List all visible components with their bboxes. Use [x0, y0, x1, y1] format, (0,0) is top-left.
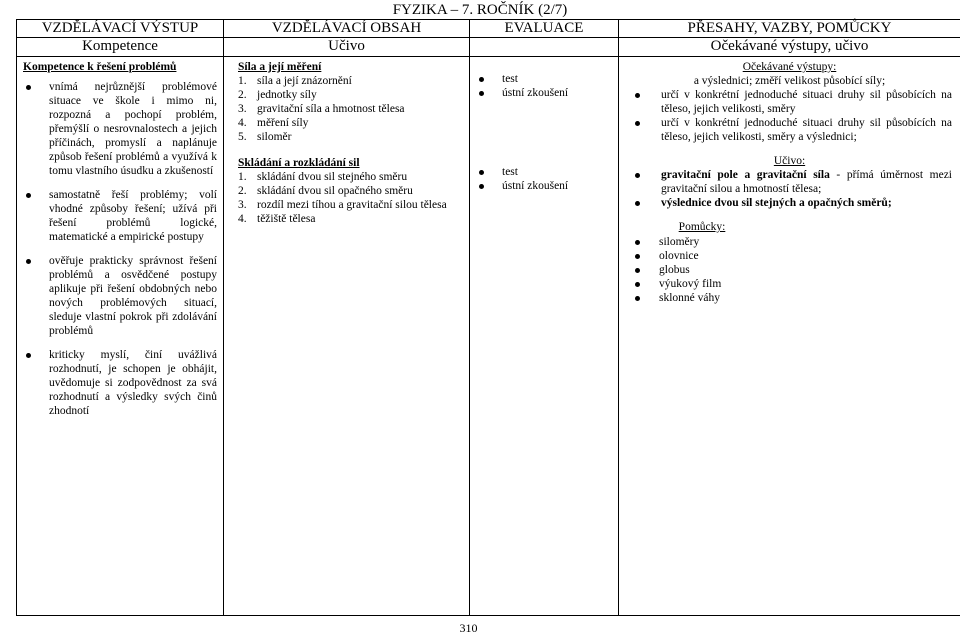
header-empty: [470, 38, 619, 57]
list-item: 4. měření síly: [238, 117, 309, 129]
competence-list: [23, 80, 217, 418]
section-list-skladani: [238, 170, 463, 226]
list-item: 1. skládání dvou sil stejného směru: [238, 171, 408, 183]
section-heading-sila: Síla a její měření: [238, 61, 322, 73]
list-item: výukový film: [627, 277, 777, 291]
list-item: určí v konkrétní jednoduché situaci druhy sil působících na těleso, jejich velikosti, směry: [627, 88, 952, 116]
list-item: 5. siloměr: [238, 131, 292, 143]
list-item: 4. těžiště tělesa: [238, 213, 316, 225]
evaluation-cell: [470, 57, 619, 616]
header-kompetence: Kompetence: [17, 38, 224, 57]
outcomes-list: [627, 88, 952, 144]
list-item: siloměry: [627, 235, 777, 249]
header-ocekavane: Očekávané výstupy, učivo: [619, 38, 960, 57]
list-item: olovnice: [627, 249, 777, 263]
list-item: 3. gravitační síla a hmotnost tělesa: [238, 103, 405, 115]
list-item: test: [476, 72, 618, 86]
section-heading-skladani: Skládání a rozkládání sil: [238, 157, 360, 169]
content-row: [17, 57, 960, 616]
header-evaluace: EVALUACE: [470, 20, 619, 38]
list-item: gravitační pole a gravitační síla - přímá úměrnost mezi gravitační silou a hmotností tělesa;: [627, 168, 952, 196]
list-item: vnímá nejrůznější problémové situace ve škole i mimo ni, rozpozná a pochopí problém, přemýšlí o nesrovnalostech a jejich příčinách, promyslí a naplánuje způsob řešení problémů a využívá k tomu vlastního úsudku a zkušeností: [23, 80, 217, 178]
evaluation-list-1b: [476, 72, 618, 100]
list-item: globus: [627, 263, 777, 277]
ucivo-heading: Učivo:: [773, 155, 806, 167]
list-item: 2. jednotky síly: [238, 89, 317, 101]
list-item: sklonné váhy: [627, 291, 777, 305]
header-vystup: VZDĚLÁVACÍ VÝSTUP: [17, 20, 224, 38]
pomucky-heading: Pomůcky:: [678, 221, 726, 233]
list-item: 3. rozdíl mezi tíhou a gravitační silou tělesa: [238, 199, 447, 211]
header-ucivo: Učivo: [224, 38, 470, 57]
outcomes-heading: Očekávané výstupy:: [742, 61, 837, 73]
header-obsah: VZDĚLÁVACÍ OBSAH: [224, 20, 470, 38]
pomucky-block: [627, 220, 777, 305]
evaluation-list-2: [476, 165, 618, 193]
list-item: ověřuje prakticky správnost řešení problémů a osvědčené postupy aplikuje při řešení obdobných nebo nových problémových situací, sleduje vlastní pokrok při zdolávání problémů: [23, 254, 217, 338]
list-item: určí v konkrétní jednoduché situaci druhy sil působících na těleso, jejich velikosti, směry a výslednici;: [627, 116, 952, 144]
list-item: výslednice dvou sil stejných a opačných směrů;: [627, 196, 952, 210]
page-number: 310: [459, 621, 478, 635]
list-item: samostatně řeší problémy; volí vhodné způsoby řešení; užívá při řešení problémů logické, matematické a empirické postupy: [23, 188, 217, 244]
header-row-1: [17, 20, 960, 38]
list-item: 2. skládání dvou sil opačného směru: [238, 185, 413, 197]
list-item: ústní zkoušení: [476, 86, 618, 100]
list-item: 1. síla a její znázornění: [238, 75, 352, 87]
header-row-2: [17, 38, 960, 57]
relations-cell: [619, 57, 960, 616]
ucivo-list: [627, 168, 952, 210]
pomucky-list: [627, 235, 777, 305]
content-cell: [224, 57, 470, 616]
outcome-intro: a výslednici; změří velikost působící síly;: [693, 75, 886, 87]
list-item: test: [476, 165, 618, 179]
page-title: FYZIKA – 7. ROČNÍK (2/7): [392, 2, 568, 18]
competence-heading: Kompetence k řešení problémů: [23, 61, 177, 73]
competence-cell: [17, 57, 224, 616]
list-item: kriticky myslí, činí uvážlivá rozhodnutí, je schopen je obhájit, uvědomuje si zodpovědnost za svá rozhodnutí a výsledky svých činů zhodnotí: [23, 348, 217, 418]
section-list-sila: [238, 74, 463, 144]
list-item: ústní zkoušení: [476, 179, 618, 193]
curriculum-table: [16, 19, 960, 616]
header-presahy: PŘESAHY, VAZBY, POMŮCKY: [619, 20, 960, 38]
